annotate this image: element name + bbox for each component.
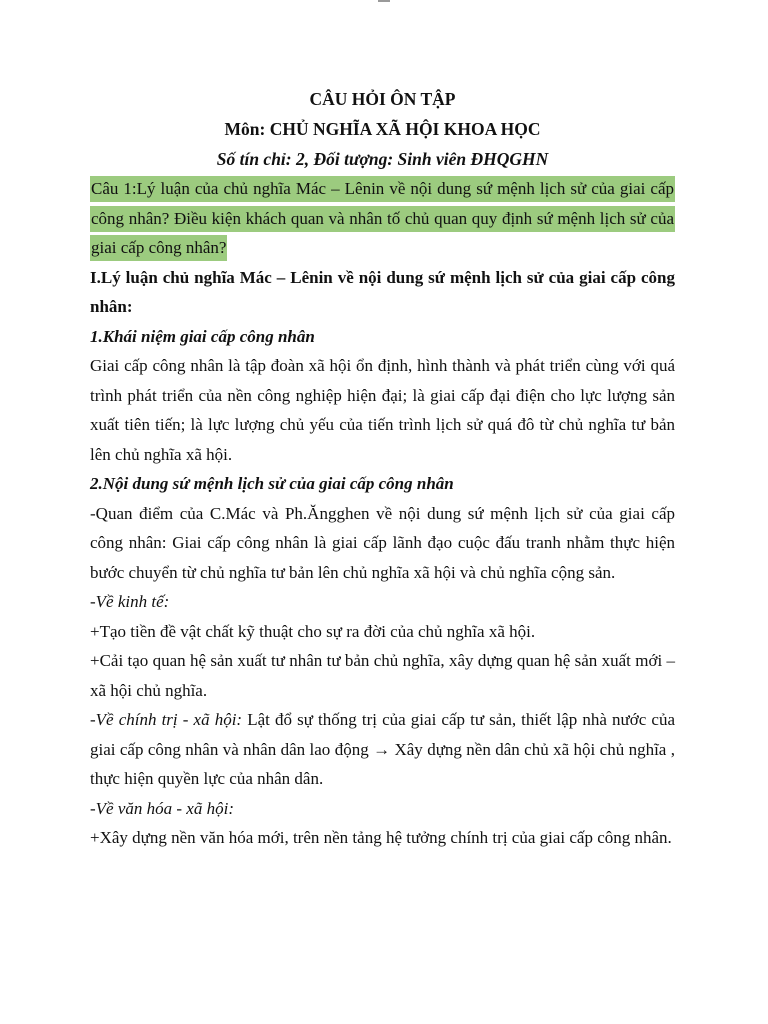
question-1: [90, 174, 675, 263]
subsection-heading-1: 1.Khái niệm giai cấp công nhân: [90, 326, 315, 346]
subject-line: Môn: CHỦ NGHĨA XÃ HỘI KHOA HỌC: [224, 119, 541, 139]
economy-label: -Về kinh tế:: [90, 592, 170, 611]
culture-item-1: +Xây dựng nền văn hóa mới, trên nền tảng hệ tưởng chính trị của giai cấp công nhân.: [90, 828, 672, 847]
politics-text: Lật đổ sự thống trị của giai cấp tư sản, thiết lập nhà nước của giai cấp công nhân và nhân dân lao động → Xây dựng nền dân chủ xã hội chủ nghĩa , thực hiện quyền lực của nhân dân.: [90, 710, 676, 788]
politics-label: -Về chính trị - xã hội:: [90, 710, 243, 729]
section-heading-1: I.Lý luận chủ nghĩa Mác – Lênin về nội dung sứ mệnh lịch sử của giai cấp công nhân:: [90, 267, 675, 316]
document-title: CÂU HỎI ÔN TẬP: [309, 89, 456, 109]
document-page: [90, 84, 675, 853]
credits-line: Số tín chỉ: 2, Đối tượng: Sinh viên ĐHQGHN: [216, 149, 549, 169]
economy-item-1: +Tạo tiền đề vật chất kỹ thuật cho sự ra đời của chủ nghĩa xã hội.: [90, 621, 536, 641]
politics-paragraph: [90, 705, 675, 794]
page-top-marker: [378, 0, 390, 2]
culture-label: -Về văn hóa - xã hội:: [90, 798, 234, 818]
subsection-heading-2: 2.Nội dung sứ mệnh lịch sử của giai cấp công nhân: [90, 474, 454, 493]
subsection-2-text: -Quan điểm của C.Mác và Ph.Ăngghen về nội dung sứ mệnh lịch sử của giai cấp công nhân: Giai cấp công nhân là giai cấp lãnh đạo cuộc đấu tranh nhằm thực hiện bước chuyển từ chủ nghĩa tư bản lên chủ nghĩa xã hội và chủ nghĩa cộng sản.: [90, 503, 675, 582]
subsection-1-text: Giai cấp công nhân là tập đoàn xã hội ổn định, hình thành và phát triển cùng với quá trình phát triển của nền công nghiệp hiện đại; là giai cấp đại điện cho lực lượng sản xuất tiên tiến; là lực lượng chủ yếu của tiến trình lịch sử quá đô từ chủ nghĩa tư bản lên chủ nghĩa xã hội.: [90, 356, 675, 464]
question-1-highlight: Câu 1:Lý luận của chủ nghĩa Mác – Lênin về nội dung sứ mệnh lịch sử của giai cấp công nhân? Điều kiện khách quan và nhân tố chủ quan quy định sứ mệnh lịch sử của giai cấp công nhân?: [90, 176, 675, 261]
economy-item-2: +Cải tạo quan hệ sản xuất tư nhân tư bản chủ nghĩa, xây dựng quan hệ sản xuất mới – xã hội chủ nghĩa.: [90, 651, 675, 700]
